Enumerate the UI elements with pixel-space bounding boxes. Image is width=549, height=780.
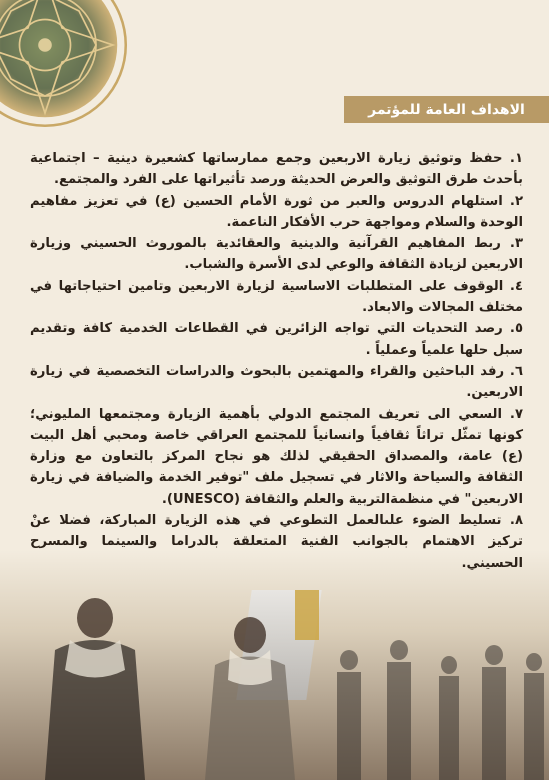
section-title: الاهداف العامة للمؤتمر (368, 101, 525, 118)
goal-item: ٤. الوقوف على المتطلبات الاساسية لزيارة الاربعين وتامين احتياجاتها في مختلف المجالات والابعاد. (30, 278, 523, 316)
crowd-figures (319, 620, 549, 780)
goal-item: ٣. ربط المفاهيم القرآنية والدينية والعقائدية بالموروث الحسيني وزيارة الاربعين لزيادة الثقافة والوعي لدى الأسرة والشباب. (30, 236, 523, 273)
goals-list (30, 148, 523, 574)
pilgrim-figure-left (20, 590, 160, 780)
goal-item: ٢. استلهام الدروس والعبر من ثورة الأمام الحسين (ع) في تعزيز مفاهيم الوحدة والسلام ومواجهة حرب الأفكار الناعمة. (30, 193, 523, 230)
goal-item: ٦. رفد الباحثين والقراء والمهتمين بالبحوث والدراسات التخصصية في زيارة الاربعين. (30, 363, 523, 401)
section-header (344, 96, 549, 123)
goal-item: ٥. رصد التحديات التي تواجه الزائرين في القطاعات الخدمية كافة وتقديم سبل حلها علمياً وعملياً . (30, 321, 523, 358)
pilgrim-figure-center (190, 610, 310, 780)
pilgrims-walking-photo (0, 550, 549, 780)
goal-item: ١. حفظ وتوثيق زيارة الاربعين وجمع ممارساتها كشعيرة دينية – اجتماعية بأحدث طرق التوثيق والعرض الحديثة ورصد تأثيراتها على الفرد والمجتمع. (30, 151, 523, 188)
islamic-star-ornament-icon (0, 0, 130, 130)
goal-item: ٧. السعي الى تعريف المجتمع الدولي بأهمية الزيارة ومجتمعها المليوني؛ كونها تمثّل تراثاً ثقافياً وانسانياً للمجتمع العراقي خاصة ومحبي أهل البيت (ع) عامة، والمصداق الحقيقي لذلك هو نجاح المركز بالتعاون مع وزارة الثقافة والسياحة والاثار في تسجيل ملف "توفير الخدمة والضيافة في زيارة الاربعين" في منظمةالتربية والعلم والثقافة (UNESCO). (30, 406, 523, 507)
goal-item: ٨. تسليط الضوء علىالعمل التطوعي في هذه الزيارة المباركة، فضلا عنْ تركيز الاهتمام بالجوانب الفنية المتعلقة بالدراما والسينما والمسرح الحسيني. (30, 513, 523, 571)
